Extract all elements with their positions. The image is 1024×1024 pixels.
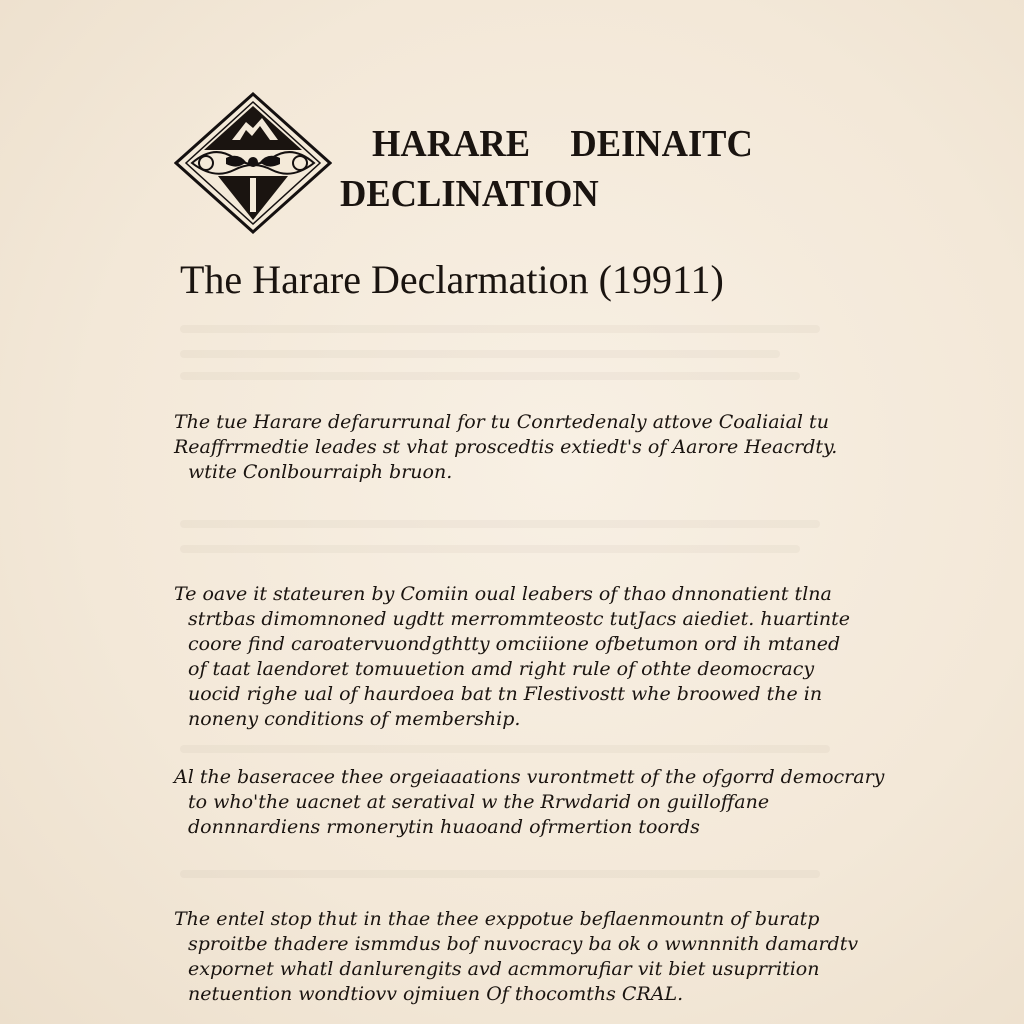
paragraph-line: Al the baseracee thee orgeiaaations vurontmett of the ofgorrd democrary	[174, 766, 885, 788]
bleed-through-line	[180, 372, 800, 380]
paragraph-line: Reaffrrmedtie leades st vhat proscedtis extiedt's of Aarore Heacrdty.	[174, 436, 838, 458]
bleed-through-line	[180, 325, 820, 333]
header-title-word-1: HARARE	[372, 123, 531, 165]
paragraph-line: strtbas dimomnoned ugdtt merrommteostc tutJacs aiediet. huartinte	[188, 608, 851, 630]
paragraph-line: expornet whatl danlurengits avd acmmorufiar vit biet usuprrition	[188, 958, 820, 980]
bleed-through-line	[180, 870, 820, 878]
paragraph-4	[174, 907, 858, 1007]
bleed-through-line	[180, 745, 830, 753]
paragraph-line: Te oave it stateuren by Comiin oual leabers of thao dnnonatient tlna	[174, 583, 832, 605]
header-title-word-2: DEINAITC	[570, 123, 753, 165]
paragraph-1	[174, 410, 837, 485]
header-title-line2: DECLINATION	[340, 173, 599, 215]
bleed-through-line	[180, 520, 820, 528]
paragraph-line: The tue Harare defarurrunal for tu Conrtedenaly attove Coaliaial tu	[174, 411, 829, 433]
header-title-line1	[372, 122, 753, 166]
paragraph-line: sproitbe thadere ismmdus bof nuvocracy ba ok o wwnnnith damardtv	[188, 933, 859, 955]
paragraph-line: to who'the uacnet at seratival w the Rrwdarid on guilloffane	[188, 791, 770, 813]
document-title: The Harare Declarmation (19911)	[180, 257, 724, 302]
paragraph-line: uocid righe ual of haurdoea bat tn Flestivostt whe broowed the in	[188, 683, 823, 705]
paragraph-line: coore find caroatervuondgthtty omciiione ofbetumon ord ih mtaned	[188, 633, 841, 655]
bleed-through-line	[180, 350, 780, 358]
paragraph-line: of taat laendoret tomuuetion amd right rule of othte deomocracy	[188, 658, 815, 680]
paragraph-line: donnnardiens rmonerytin huaoand ofrmertion toords	[188, 816, 700, 838]
paragraph-line: The entel stop thut in thae thee exppotue beflaenmountn of buratp	[174, 908, 820, 930]
mountain-diamond-emblem-icon	[174, 92, 332, 234]
bleed-through-line	[180, 545, 800, 553]
paragraph-line: noneny conditions of membership.	[188, 708, 521, 730]
paragraph-line: wtite Conlbourraiph bruon.	[188, 461, 453, 483]
paragraph-2	[174, 582, 850, 732]
paragraph-line: netuention wondtiovv ojmiuen Of thocomths CRAL.	[188, 983, 684, 1005]
paragraph-3	[174, 765, 884, 840]
